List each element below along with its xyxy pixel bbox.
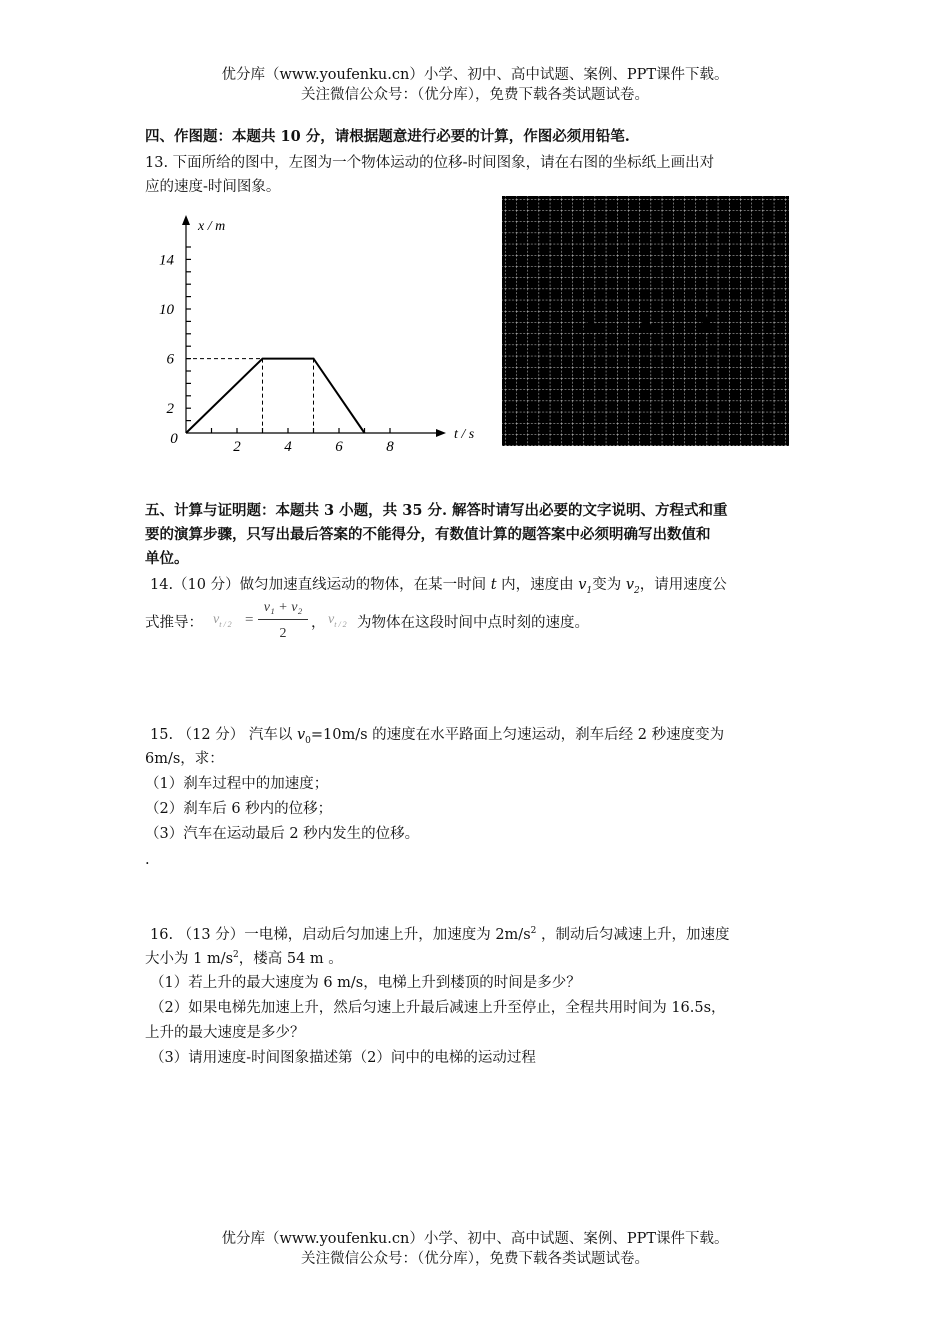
section-5-title-3: 单位。 (145, 550, 189, 567)
x-tick-label: 2 (233, 439, 241, 455)
q14-formula-lhs: $v_{t / 2}$ (213, 612, 232, 629)
y-tick-label: 6 (166, 351, 174, 368)
q16-item-3: （3）请用速度-时间图象描述第（2）问中的电梯的运动过程 (150, 1050, 536, 1066)
displacement-line (186, 359, 365, 433)
section-5-title-2: 要的演算步骤，只写出最后答案的不能得分，有数值计算的题答案中必须明确写出数值和 (145, 526, 711, 543)
x-axis-label: t / s (454, 427, 475, 442)
y-axis-label: x / m (198, 219, 226, 234)
q14-formula-vt2: $v_{t / 2}$ (328, 612, 347, 629)
graph-paper-grid (502, 196, 789, 446)
q16-item-2-line-2: 上升的最大速度是多少？ (145, 1025, 305, 1041)
x-tick-label: 8 (386, 439, 394, 455)
y-tick-label: 2 (166, 401, 174, 418)
q15-line-1: 15. （12 分） 汽车以 $v_0=10m/s$ 的速度在水平路面上匀速运动，刹车后经 2 秒速度变为 (150, 727, 725, 746)
q16-item-2-line-1: （2）如果电梯先加速上升，然后匀速上升最后减速上升至停止，全程共用时间为 16.5s， (150, 1000, 726, 1016)
footer-line-1: 优分库（www.youfenku.cn）小学、初中、高中试题、案例、PPT课件下载。 (221, 1231, 729, 1247)
q14-separator: ， (311, 615, 326, 631)
q13-line-2: 应的速度-时间图象。 (145, 179, 281, 195)
q15-item-2: （2）刹车后 6 秒内的位移； (145, 801, 333, 817)
q14-formula-equals: = (245, 612, 254, 628)
q13-line-1: 13. 下面所给的图中，左图为一个物体运动的位移-时间图象，请在右图的坐标纸上画出对 (145, 155, 715, 171)
header-line-2: 关注微信公众号：（优分库），免费下载各类试题试卷。 (301, 87, 649, 103)
y-tick-label: 10 (159, 302, 174, 318)
section-4-title: 四、作图题：本题共 10 分，请根据题意进行必要的计算，作图必须用铅笔. (145, 128, 630, 145)
q14-formula-numerator: v₁ + v₂ (263, 600, 303, 615)
q16-line-2: 大小为 1 $m/s^2$，楼高 54 m 。 (145, 950, 343, 967)
q14-formula-denominator: 2 (279, 626, 287, 641)
q14-line-1: 14.（10 分）做匀加速直线运动的物体，在某一时间 t 内，速度由 $v_1$变为 $v_2$，请用速度公 (150, 577, 727, 596)
q14-fraction-bar (258, 619, 308, 620)
q15-line-2: 6m/s，求： (145, 751, 224, 767)
q14-line-2-label: 式推导： (145, 615, 203, 631)
x-axis-arrow (436, 429, 446, 437)
y-axis-arrow (182, 215, 190, 225)
q16-item-1: （1）若上升的最大速度为 6 m/s，电梯上升到楼顶的时间是多少？ (150, 975, 581, 991)
q15-item-3: （3）汽车在运动最后 2 秒内发生的位移。 (145, 826, 420, 842)
section-5-title-1: 五、计算与证明题：本题共 3 小题，共 35 分. 解答时请写出必要的文字说明、方程式和重 (145, 502, 728, 519)
q14-line-2-text: 为物体在这段时间中点时刻的速度。 (357, 615, 589, 631)
q15-dot: . (145, 852, 150, 868)
footer-line-2: 关注微信公众号：（优分库），免费下载各类试题试卷。 (301, 1251, 649, 1267)
header-line-1: 优分库（www.youfenku.cn）小学、初中、高中试题、案例、PPT课件下载。 (221, 67, 729, 83)
q15-item-1: （1）刹车过程中的加速度； (145, 776, 329, 792)
y-tick-label: 14 (159, 252, 174, 269)
displacement-time-chart (150, 205, 490, 455)
origin-label: 0 (170, 431, 178, 447)
q16-line-1: 16. （13 分）一电梯，启动后匀加速上升，加速度为 $2m/s^2$ ，制动后匀减速上升，加速度 (150, 926, 730, 943)
x-tick-label: 4 (284, 439, 292, 455)
x-tick-label: 6 (335, 439, 343, 455)
